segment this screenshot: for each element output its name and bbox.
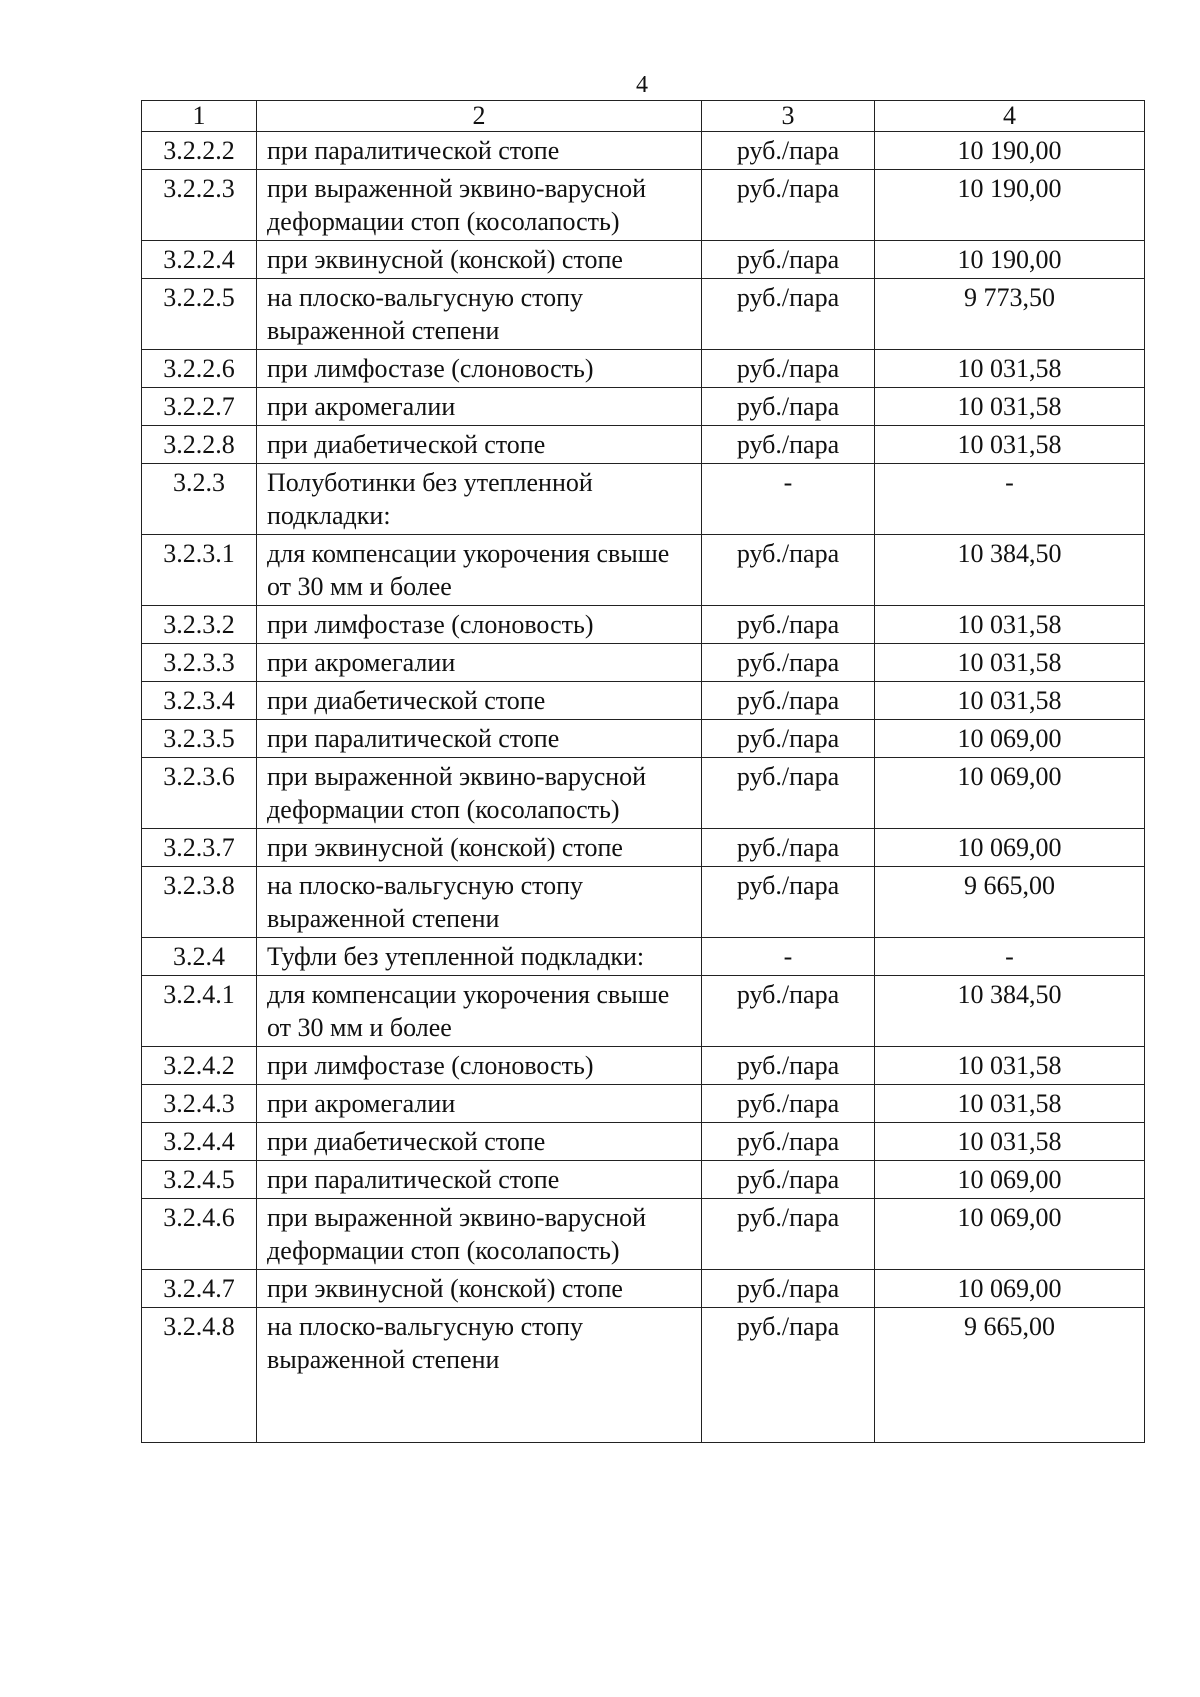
column-header-2: 2 <box>257 101 702 132</box>
cell-price: 10 031,58 <box>875 644 1145 682</box>
column-header-4: 4 <box>875 101 1145 132</box>
cell-unit: руб./пара <box>702 867 875 938</box>
table-row <box>142 1308 1145 1443</box>
cell-name: при паралитической стопе <box>257 720 702 758</box>
cell-price: 10 031,58 <box>875 426 1145 464</box>
column-header-3: 3 <box>702 101 875 132</box>
cell-code: 3.2.4.2 <box>142 1047 257 1085</box>
cell-code: 3.2.4 <box>142 938 257 976</box>
table-row <box>142 1047 1145 1085</box>
cell-name: при паралитической стопе <box>257 132 702 170</box>
table-row <box>142 644 1145 682</box>
cell-unit: руб./пара <box>702 1199 875 1270</box>
cell-name: при эквинусной (конской) стопе <box>257 829 702 867</box>
cell-price: 10 190,00 <box>875 132 1145 170</box>
cell-name: при эквинусной (конской) стопе <box>257 1270 702 1308</box>
cell-unit: руб./пара <box>702 241 875 279</box>
cell-name: при лимфостазе (слоновость) <box>257 350 702 388</box>
cell-unit: руб./пара <box>702 720 875 758</box>
cell-name: при диабетической стопе <box>257 1123 702 1161</box>
cell-code: 3.2.4.8 <box>142 1308 257 1443</box>
cell-price: 10 190,00 <box>875 241 1145 279</box>
cell-code: 3.2.2.5 <box>142 279 257 350</box>
cell-unit: руб./пара <box>702 1047 875 1085</box>
cell-unit: руб./пара <box>702 1085 875 1123</box>
cell-code: 3.2.3.7 <box>142 829 257 867</box>
cell-unit: руб./пара <box>702 1308 875 1443</box>
table-row <box>142 867 1145 938</box>
cell-price: 10 069,00 <box>875 829 1145 867</box>
cell-price: - <box>875 938 1145 976</box>
cell-unit: руб./пара <box>702 1123 875 1161</box>
cell-price: 10 031,58 <box>875 682 1145 720</box>
cell-price: 10 031,58 <box>875 350 1145 388</box>
cell-name: при выраженной эквино-варусной деформации стоп (косолапость) <box>257 758 702 829</box>
cell-price: 10 069,00 <box>875 720 1145 758</box>
cell-code: 3.2.2.8 <box>142 426 257 464</box>
cell-price: 10 069,00 <box>875 1199 1145 1270</box>
page-number: 4 <box>636 72 648 98</box>
cell-price: 10 069,00 <box>875 1270 1145 1308</box>
cell-name: при диабетической стопе <box>257 426 702 464</box>
cell-code: 3.2.3.1 <box>142 535 257 606</box>
cell-code: 3.2.4.3 <box>142 1085 257 1123</box>
cell-code: 3.2.4.1 <box>142 976 257 1047</box>
cell-unit: руб./пара <box>702 1270 875 1308</box>
cell-name: при выраженной эквино-варусной деформации стоп (косолапость) <box>257 170 702 241</box>
cell-unit: руб./пара <box>702 535 875 606</box>
cell-name: для компенсации укорочения свыше от 30 мм и более <box>257 976 702 1047</box>
cell-name: Полуботинки без утепленной подкладки: <box>257 464 702 535</box>
cell-name: Туфли без утепленной подкладки: <box>257 938 702 976</box>
cell-code: 3.2.2.3 <box>142 170 257 241</box>
cell-code: 3.2.3.2 <box>142 606 257 644</box>
cell-name: при эквинусной (конской) стопе <box>257 241 702 279</box>
cell-name: при выраженной эквино-варусной деформации стоп (косолапость) <box>257 1199 702 1270</box>
cell-price: 10 031,58 <box>875 606 1145 644</box>
cell-price: 10 190,00 <box>875 170 1145 241</box>
cell-unit: руб./пара <box>702 426 875 464</box>
cell-code: 3.2.3.3 <box>142 644 257 682</box>
cell-name: на плоско-вальгусную стопу выраженной степени <box>257 867 702 938</box>
table-row <box>142 1085 1145 1123</box>
cell-unit: руб./пара <box>702 170 875 241</box>
column-header-1: 1 <box>142 101 257 132</box>
table-row <box>142 170 1145 241</box>
cell-code: 3.2.2.2 <box>142 132 257 170</box>
table-row <box>142 535 1145 606</box>
cell-unit: руб./пара <box>702 829 875 867</box>
cell-price: 10 384,50 <box>875 535 1145 606</box>
cell-unit: руб./пара <box>702 388 875 426</box>
cell-name: при акромегалии <box>257 644 702 682</box>
cell-code: 3.2.3.5 <box>142 720 257 758</box>
cell-unit: руб./пара <box>702 1161 875 1199</box>
cell-unit: руб./пара <box>702 132 875 170</box>
cell-unit: руб./пара <box>702 976 875 1047</box>
cell-name: на плоско-вальгусную стопу выраженной степени <box>257 279 702 350</box>
cell-code: 3.2.3.6 <box>142 758 257 829</box>
price-table <box>141 100 1145 1443</box>
table-row <box>142 1270 1145 1308</box>
cell-price: 9 773,50 <box>875 279 1145 350</box>
cell-price: 10 031,58 <box>875 1085 1145 1123</box>
cell-price: 10 031,58 <box>875 1123 1145 1161</box>
cell-price: 10 069,00 <box>875 758 1145 829</box>
cell-code: 3.2.2.4 <box>142 241 257 279</box>
cell-code: 3.2.4.6 <box>142 1199 257 1270</box>
cell-price: 10 031,58 <box>875 388 1145 426</box>
cell-price: 10 069,00 <box>875 1161 1145 1199</box>
cell-code: 3.2.2.6 <box>142 350 257 388</box>
cell-name: для компенсации укорочения свыше от 30 мм и более <box>257 535 702 606</box>
table-row <box>142 241 1145 279</box>
table-row <box>142 1161 1145 1199</box>
cell-price: 9 665,00 <box>875 1308 1145 1443</box>
cell-unit: руб./пара <box>702 682 875 720</box>
cell-name: при акромегалии <box>257 1085 702 1123</box>
table-row <box>142 464 1145 535</box>
cell-price: - <box>875 464 1145 535</box>
cell-unit: руб./пара <box>702 606 875 644</box>
table-row <box>142 976 1145 1047</box>
cell-price: 9 665,00 <box>875 867 1145 938</box>
cell-unit: руб./пара <box>702 758 875 829</box>
cell-name: при лимфостазе (слоновость) <box>257 606 702 644</box>
cell-name: при лимфостазе (слоновость) <box>257 1047 702 1085</box>
cell-unit: - <box>702 464 875 535</box>
table-row <box>142 829 1145 867</box>
cell-code: 3.2.3.4 <box>142 682 257 720</box>
cell-unit: руб./пара <box>702 350 875 388</box>
cell-code: 3.2.3.8 <box>142 867 257 938</box>
cell-code: 3.2.4.5 <box>142 1161 257 1199</box>
cell-name: при диабетической стопе <box>257 682 702 720</box>
cell-name: при паралитической стопе <box>257 1161 702 1199</box>
cell-unit: - <box>702 938 875 976</box>
table-row <box>142 279 1145 350</box>
table-row <box>142 758 1145 829</box>
cell-unit: руб./пара <box>702 279 875 350</box>
table-row <box>142 720 1145 758</box>
cell-price: 10 031,58 <box>875 1047 1145 1085</box>
table-row <box>142 682 1145 720</box>
table-row <box>142 426 1145 464</box>
cell-code: 3.2.4.4 <box>142 1123 257 1161</box>
table-row <box>142 350 1145 388</box>
cell-unit: руб./пара <box>702 644 875 682</box>
table-row <box>142 132 1145 170</box>
table-row <box>142 1123 1145 1161</box>
cell-name: на плоско-вальгусную стопу выраженной степени <box>257 1308 702 1443</box>
cell-code: 3.2.3 <box>142 464 257 535</box>
cell-code: 3.2.2.7 <box>142 388 257 426</box>
cell-name: при акромегалии <box>257 388 702 426</box>
cell-price: 10 384,50 <box>875 976 1145 1047</box>
table-header-row <box>142 101 1145 132</box>
table-row <box>142 1199 1145 1270</box>
table-row <box>142 388 1145 426</box>
cell-code: 3.2.4.7 <box>142 1270 257 1308</box>
table-row <box>142 938 1145 976</box>
table-row <box>142 606 1145 644</box>
